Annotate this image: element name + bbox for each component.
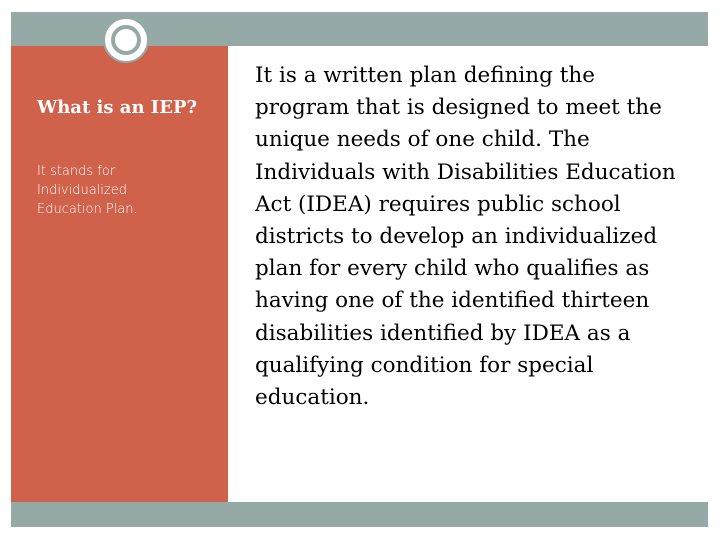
body-paragraph: It is a written plan defining the program that is designed to meet the unique needs of one child. The Individuals with Disabilities Education Act (IDEA) requires public school districts to develop an individualized plan for every child who qualifies as having one of the identified thirteen disabilities identified by IDEA as a qualifying condition for special education. xyxy=(255,63,676,411)
side-subtext: It stands for Individualized Education Plan. xyxy=(37,164,138,217)
bottom-band xyxy=(11,502,708,527)
side-heading: What is an IEP? xyxy=(37,97,198,118)
circle-ornament-icon xyxy=(103,17,149,63)
